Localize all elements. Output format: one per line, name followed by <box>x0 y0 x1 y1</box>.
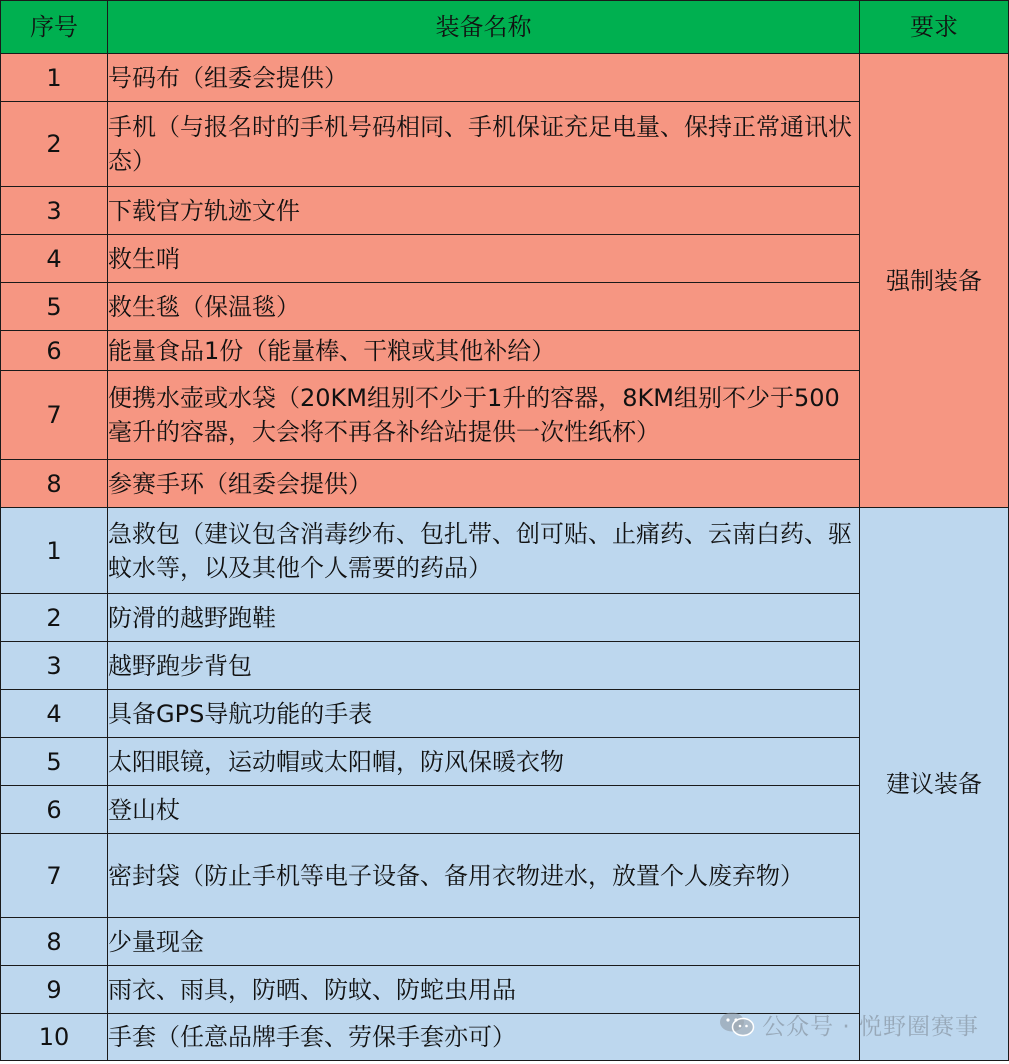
item-number: 1 <box>1 54 108 102</box>
item-number: 9 <box>1 966 108 1014</box>
requirement-label: 强制装备 <box>860 54 1009 508</box>
item-name: 手套（任意品牌手套、劳保手套亦可） <box>108 1014 860 1061</box>
table-row <box>1 54 1009 102</box>
item-name: 参赛手环（组委会提供） <box>108 460 860 508</box>
item-name: 雨衣、雨具，防晒、防蚊、防蛇虫用品 <box>108 966 860 1014</box>
item-number: 2 <box>1 594 108 642</box>
table-row <box>1 235 1009 283</box>
item-number: 7 <box>1 834 108 918</box>
item-number: 8 <box>1 918 108 966</box>
item-name: 救生哨 <box>108 235 860 283</box>
table-row <box>1 642 1009 690</box>
wechat-icon <box>718 1011 756 1037</box>
table-row <box>1 966 1009 1014</box>
item-name: 号码布（组委会提供） <box>108 54 860 102</box>
table-row <box>1 331 1009 371</box>
table-header-row <box>1 1 1009 54</box>
item-name: 能量食品1份（能量棒、干粮或其他补给） <box>108 331 860 371</box>
table-row <box>1 102 1009 187</box>
header-no: 序号 <box>1 1 108 54</box>
item-number: 10 <box>1 1014 108 1061</box>
header-requirement: 要求 <box>860 1 1009 54</box>
table-row <box>1 786 1009 834</box>
item-name: 少量现金 <box>108 918 860 966</box>
item-number: 4 <box>1 235 108 283</box>
table-row <box>1 187 1009 235</box>
item-name: 便携水壶或水袋（20KM组别不少于1升的容器，8KM组别不少于500毫升的容器，大会将不再各补给站提供一次性纸杯） <box>108 371 860 460</box>
item-number: 3 <box>1 642 108 690</box>
table-row <box>1 918 1009 966</box>
table-row <box>1 508 1009 594</box>
table-row <box>1 738 1009 786</box>
item-number: 5 <box>1 738 108 786</box>
item-number: 2 <box>1 102 108 187</box>
item-name: 防滑的越野跑鞋 <box>108 594 860 642</box>
requirement-label: 建议装备 <box>860 508 1009 1061</box>
item-number: 5 <box>1 283 108 331</box>
item-name: 急救包（建议包含消毒纱布、包扎带、创可贴、止痛药、云南白药、驱蚊水等，以及其他个人需要的药品） <box>108 508 860 594</box>
item-number: 7 <box>1 371 108 460</box>
item-name: 越野跑步背包 <box>108 642 860 690</box>
item-name: 太阳眼镜，运动帽或太阳帽，防风保暖衣物 <box>108 738 860 786</box>
item-number: 3 <box>1 187 108 235</box>
watermark <box>718 1008 979 1040</box>
watermark-text: 公众号 · 悦野圈赛事 <box>762 1013 979 1040</box>
table-row <box>1 594 1009 642</box>
item-name: 登山杖 <box>108 786 860 834</box>
item-name: 具备GPS导航功能的手表 <box>108 690 860 738</box>
item-name: 手机（与报名时的手机号码相同、手机保证充足电量、保持正常通讯状态） <box>108 102 860 187</box>
table-row <box>1 283 1009 331</box>
item-name: 密封袋（防止手机等电子设备、备用衣物进水，放置个人废弃物） <box>108 834 860 918</box>
item-number: 6 <box>1 786 108 834</box>
table-row <box>1 371 1009 460</box>
table-row <box>1 460 1009 508</box>
header-name: 装备名称 <box>108 1 860 54</box>
table-row <box>1 690 1009 738</box>
table-body <box>1 54 1009 1061</box>
item-number: 8 <box>1 460 108 508</box>
table-row <box>1 834 1009 918</box>
item-name: 下载官方轨迹文件 <box>108 187 860 235</box>
item-number: 1 <box>1 508 108 594</box>
item-number: 6 <box>1 331 108 371</box>
item-number: 4 <box>1 690 108 738</box>
item-name: 救生毯（保温毯） <box>108 283 860 331</box>
